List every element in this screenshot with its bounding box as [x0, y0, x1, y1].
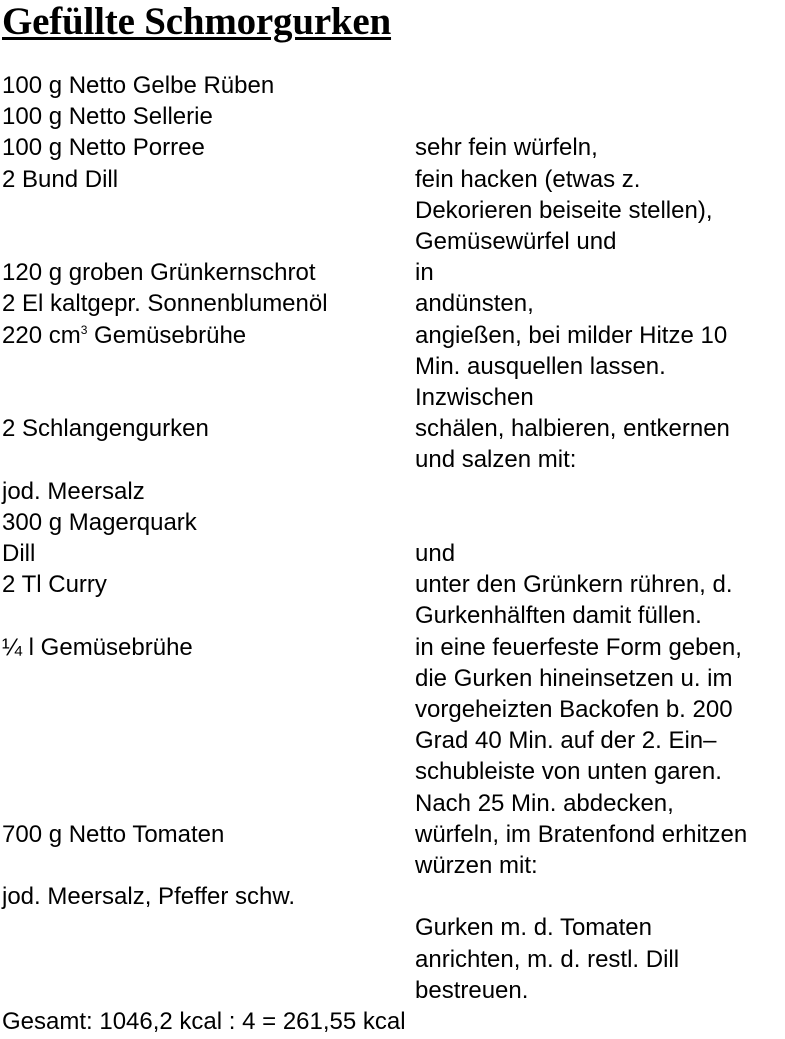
instruction: und: [415, 540, 456, 568]
recipe-row: [2, 132, 785, 163]
ingredient: jod. Meersalz: [2, 477, 145, 505]
ingredient: 300 g Magerquark: [2, 508, 197, 536]
recipe-title: Gefüllte Schmorgurken: [2, 0, 392, 43]
instruction: schälen, halbieren, entkernen und salzen mit:: [415, 415, 730, 474]
recipe-row: [2, 881, 785, 912]
recipe-row: [2, 164, 785, 258]
ingredient: jod. Meersalz, Pfeffer schw.: [2, 883, 296, 911]
ingredient-name: Gemüsebrühe: [87, 321, 247, 349]
recipe-page: [2, 0, 785, 1037]
instruction: würfeln, im Bratenfond erhitzen würzen mit:: [415, 820, 748, 880]
instruction: in: [415, 259, 434, 287]
ingredient: 100 g Netto Porree: [2, 134, 205, 162]
instruction: fein hacken (etwas z. Dekorieren beiseite stellen), Gemüsewürfel und: [415, 165, 713, 256]
ingredient: 2 Tl Curry: [2, 571, 107, 599]
ingredient: 2 Bund Dill: [2, 165, 119, 193]
recipe-row: [2, 257, 785, 288]
recipe-row: [2, 476, 785, 507]
calorie-total: Gesamt: 1046,2 kcal : 4 = 261,55 kcal: [2, 1008, 406, 1036]
recipe-row: [2, 507, 785, 538]
ingredient: 100 g Netto Sellerie: [2, 103, 213, 131]
instruction: Gurken m. d. Tomaten anrichten, m. d. restl. Dill bestreuen.: [415, 914, 680, 1004]
recipe-row: [2, 569, 785, 631]
ingredient: 700 g Netto Tomaten: [2, 820, 225, 848]
recipe-row: [2, 413, 785, 475]
recipe-row: [2, 538, 785, 569]
ingredient: 100 g Netto Gelbe Rüben: [2, 72, 275, 99]
recipe-row: [2, 912, 785, 1006]
instruction: unter den Grünkern rühren, d. Gurkenhälften damit füllen.: [415, 571, 733, 630]
ingredient-amount: 220 cm: [2, 321, 81, 349]
instruction: sehr fein würfeln,: [415, 134, 598, 162]
recipe-row: [2, 288, 785, 319]
recipe-table: [2, 70, 785, 1006]
ingredient: 2 El kaltgepr. Sonnenblumenöl: [2, 290, 328, 318]
ingredient: 120 g groben Grünkernschrot: [2, 259, 316, 287]
recipe-row: [2, 101, 785, 132]
instruction: in eine feuerfeste Form geben, die Gurken hineinsetzen u. im vorgeheizten Backofen b. 200 Grad 40 Min. auf der 2. Ein– schubleiste von unten garen. Nach 25 Min. abdecken,: [415, 633, 742, 817]
superscript-three: 3: [80, 322, 88, 337]
ingredient: ¼ l Gemüsebrühe: [2, 633, 193, 661]
recipe-row: [2, 70, 785, 101]
recipe-row: [2, 632, 785, 819]
recipe-row: [2, 819, 785, 881]
recipe-row: [2, 320, 785, 414]
ingredient: [2, 320, 415, 351]
ingredient: Dill: [2, 540, 36, 568]
ingredient: 2 Schlangengurken: [2, 415, 209, 443]
instruction: andünsten,: [415, 290, 534, 318]
instruction: angießen, bei milder Hitze 10 Min. ausquellen lassen. Inzwischen: [415, 321, 728, 412]
